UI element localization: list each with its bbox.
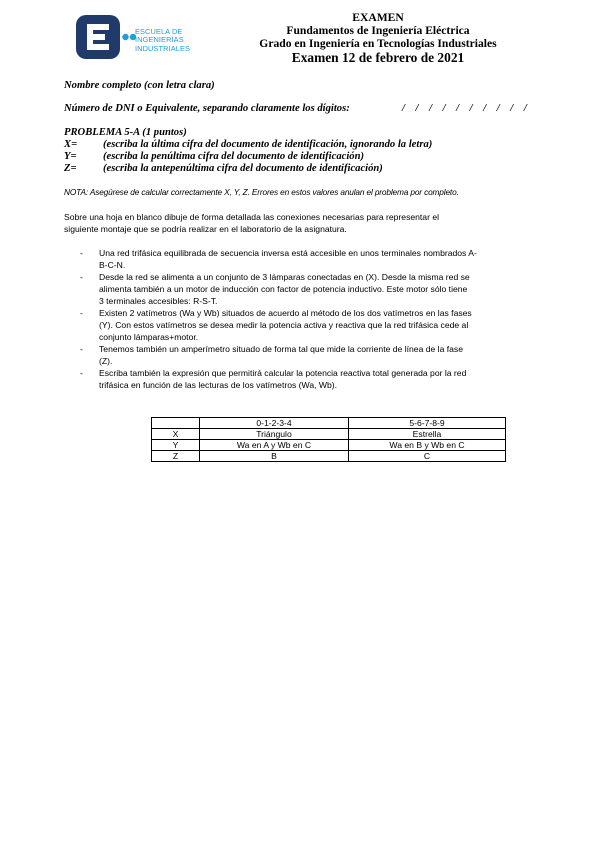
item-line: Desde la red se alimenta a un conjunto de 3 lámparas conectadas en (X). Desde la misma red se (99, 272, 470, 282)
item-line: Existen 2 vatímetros (Wa y Wb) situados de acuerdo al método de los dos vatímetros en las fases (99, 308, 472, 318)
table-cell: B (200, 451, 349, 462)
var-desc-x: (escriba la última cifra del documento de identificación, ignorando la letra) (103, 139, 433, 150)
table-cell: Estrella (349, 429, 506, 440)
table-cell: Wa en B y Wb en C (349, 440, 506, 451)
dni-digit-slashes: / / / / / / / / / / (402, 103, 527, 114)
bullet-dash: - (80, 248, 83, 258)
item-line: Tenemos también un amperímetro situado de forma tal que mide la corriente de línea de la fase (99, 344, 464, 354)
table-cell: Y (152, 440, 200, 451)
item-line: conjunto lámparas+motor. (99, 332, 199, 342)
var-desc-z: (escriba la antepenúltima cifra del documento de identificación) (103, 163, 383, 174)
table-cell: X (152, 429, 200, 440)
table-cell: Z (152, 451, 200, 462)
assignment-table (151, 417, 506, 462)
item-line: (Z). (99, 356, 113, 366)
item-line: Escriba también la expresión que permitirá calcular la potencia reactiva total generada por la red (99, 368, 467, 378)
list-item (80, 367, 550, 391)
item-line: B-C-N. (99, 260, 126, 270)
var-name-x: X= (64, 139, 78, 150)
table-row (152, 429, 506, 440)
intro-line: siguiente montaje que se podría realizar en el laboratorio de la asignatura. (64, 224, 347, 234)
item-line: trifásica en función de las lecturas de los vatímetros (Wa, Wb). (99, 380, 338, 390)
item-line: 3 terminales accesibles: R-S-T. (99, 296, 218, 306)
table-header-row (152, 418, 506, 429)
bullet-dash: - (80, 272, 83, 282)
var-name-z: Z= (64, 163, 77, 174)
subject-name: Fundamentos de Ingeniería Eléctrica (286, 24, 470, 37)
dni-label: Número de DNI o Equivalente, separando claramente los dígitos: (64, 103, 350, 114)
bullet-dash: - (80, 344, 83, 354)
school-logo-text (135, 28, 190, 53)
logo-line: INDUSTRIALES (135, 43, 190, 53)
problem-title: PROBLEMA 5-A (1 puntos) (64, 127, 187, 138)
table-header-cell: 5-6-7-8-9 (349, 418, 506, 429)
list-item (80, 307, 550, 343)
school-logo-mark-icon (76, 15, 120, 59)
exam-header (228, 11, 528, 66)
var-desc-y: (escriba la penúltima cifra del documento de identificación) (103, 151, 364, 162)
school-logo (76, 15, 226, 59)
table-header-cell (152, 418, 200, 429)
degree-name: Grado en Ingeniería en Tecnologías Industriales (259, 37, 497, 50)
list-item (80, 247, 550, 271)
item-line: (Y). Con estos vatímetros se desea medir la potencia activa y reactiva que la red trifásica cede al (99, 320, 469, 330)
var-name-y: Y= (64, 151, 77, 162)
item-line: Una red trifásica equilibrada de secuencia inversa está accesible en unos terminales nombrados A- (99, 248, 477, 258)
exam-title: EXAMEN (352, 11, 404, 24)
requirements-list (80, 247, 550, 391)
note-text: NOTA: Asegúrese de calcular correctamente X, Y, Z. Errores en estos valores anulan el problema por completo. (64, 187, 459, 197)
intro-line: Sobre una hoja en blanco dibuje de forma detallada las conexiones necesarias para representar el (64, 212, 440, 222)
name-label: Nombre completo (con letra clara) (64, 80, 215, 91)
logo-line: INGENIERÍAS (135, 35, 184, 45)
intro-paragraph (64, 211, 544, 235)
exam-date: Examen 12 de febrero de 2021 (291, 50, 465, 65)
table-cell: Wa en A y Wb en C (200, 440, 349, 451)
list-item (80, 343, 550, 367)
table-header-cell: 0-1-2-3-4 (200, 418, 349, 429)
list-item (80, 271, 550, 307)
table-row (152, 451, 506, 462)
logo-dots-icon (122, 30, 136, 44)
bullet-dash: - (80, 308, 83, 318)
logo-line: ESCUELA DE (135, 27, 183, 36)
table-cell: C (349, 451, 506, 462)
bullet-dash: - (80, 368, 83, 378)
item-line: alimenta también a un motor de inducción con factor de potencia inductivo. Este motor sólo tiene (99, 284, 468, 294)
table-row (152, 440, 506, 451)
table-cell: Triángulo (200, 429, 349, 440)
